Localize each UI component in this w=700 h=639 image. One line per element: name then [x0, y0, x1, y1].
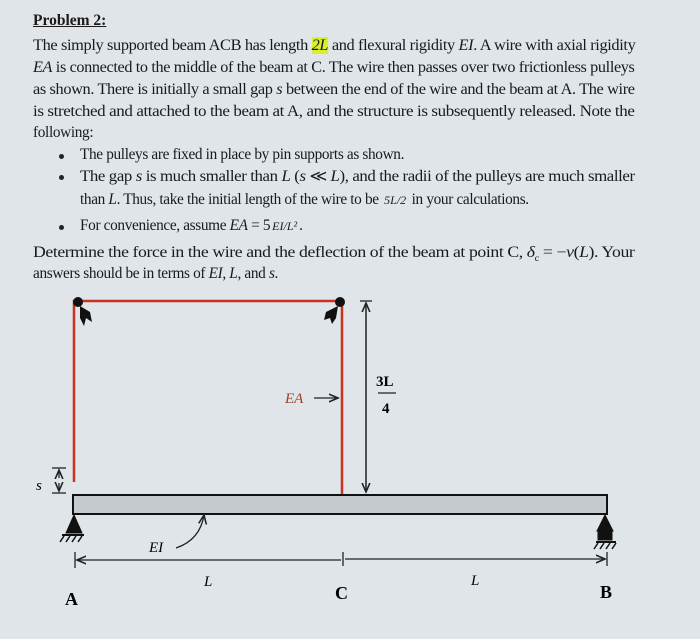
text-segment: .	[299, 217, 303, 234]
text-segment: , and	[237, 265, 269, 282]
text-segment: is connected to the middle of the beam at C. The wire then passes over two frictionless pulleys	[52, 59, 635, 76]
text-segment: L	[281, 168, 291, 185]
text-segment: ). Your	[588, 244, 635, 261]
text-segment: = −	[538, 244, 567, 261]
span-right-label: L	[471, 573, 480, 589]
point-a-label: A	[65, 589, 78, 609]
text-segment: answers should be in terms of	[33, 265, 209, 282]
fraction: EI/L²	[272, 219, 298, 233]
text-segment: EI	[208, 265, 223, 282]
text-segment: Determine the force in the wire and the deflection of the beam at point C,	[33, 244, 527, 261]
text-segment: is much smaller than	[141, 168, 282, 185]
wire-label: EA	[285, 391, 304, 407]
span-left-label: L	[204, 574, 213, 590]
height-denominator: 4	[382, 401, 390, 417]
roller-support-b	[594, 515, 616, 549]
height-numerator: 3L	[376, 374, 394, 390]
text-segment: is stretched and attached to the beam at A, and the structure is subsequently released. Note the	[33, 103, 635, 120]
text-segment: s	[299, 168, 306, 185]
beam	[73, 495, 607, 514]
text-segment: s	[268, 265, 275, 282]
text-segment: 2L	[311, 37, 329, 54]
text-segment: .	[274, 265, 279, 282]
text-segment: than	[80, 191, 109, 208]
text-segment: L	[108, 191, 117, 208]
text-segment: L	[330, 168, 340, 185]
text-segment: s	[135, 168, 142, 185]
gap-dimension	[52, 468, 66, 493]
text-segment: ), and the radii of the pulleys are much smaller	[339, 168, 635, 185]
gap-label: s	[36, 478, 42, 494]
text-segment: = 5	[247, 217, 271, 234]
text-segment: following:	[33, 124, 94, 141]
text-segment: v	[566, 244, 574, 261]
point-b-label: B	[600, 582, 613, 602]
text-segment: in your calculations.	[408, 191, 529, 208]
text-segment: (	[290, 168, 300, 185]
text-segment: and flexural rigidity	[328, 37, 459, 54]
text-segment: EI	[458, 37, 474, 54]
text-segment: . A wire with axial rigidity	[473, 37, 636, 54]
text-segment: . Thus, take the initial length of the wire to be	[116, 191, 383, 208]
text-segment: ≪	[305, 168, 331, 185]
point-c-label: C	[335, 583, 348, 603]
text-segment: L	[579, 244, 589, 261]
text-segment: s	[276, 81, 283, 98]
text-segment: between the end of the wire and the beam at A. The wire	[282, 81, 635, 98]
beam-rigidity-label: EI	[149, 540, 164, 556]
fraction: 5L/2	[384, 193, 407, 207]
text-segment: c	[534, 253, 539, 264]
text-segment: L	[229, 265, 238, 282]
text-segment: ,	[222, 265, 230, 282]
text-segment: For convenience, assume	[80, 217, 230, 234]
text-segment: EA	[229, 217, 248, 234]
ei-pointer-arrow	[176, 515, 204, 548]
pin-support-a	[60, 515, 84, 542]
text-segment: The gap	[80, 168, 136, 185]
text-segment: (	[573, 244, 580, 261]
text-segment: The pulleys are fixed in place by pin supports as shown.	[80, 146, 405, 163]
height-dimension	[360, 301, 396, 492]
text-segment: δ	[526, 244, 535, 261]
problem-title: Problem 2:	[33, 12, 107, 29]
text-segment: as shown. There is initially a small gap	[33, 81, 277, 98]
text-segment: EA	[33, 59, 53, 76]
text-segment: The simply supported beam ACB has length	[33, 37, 312, 54]
